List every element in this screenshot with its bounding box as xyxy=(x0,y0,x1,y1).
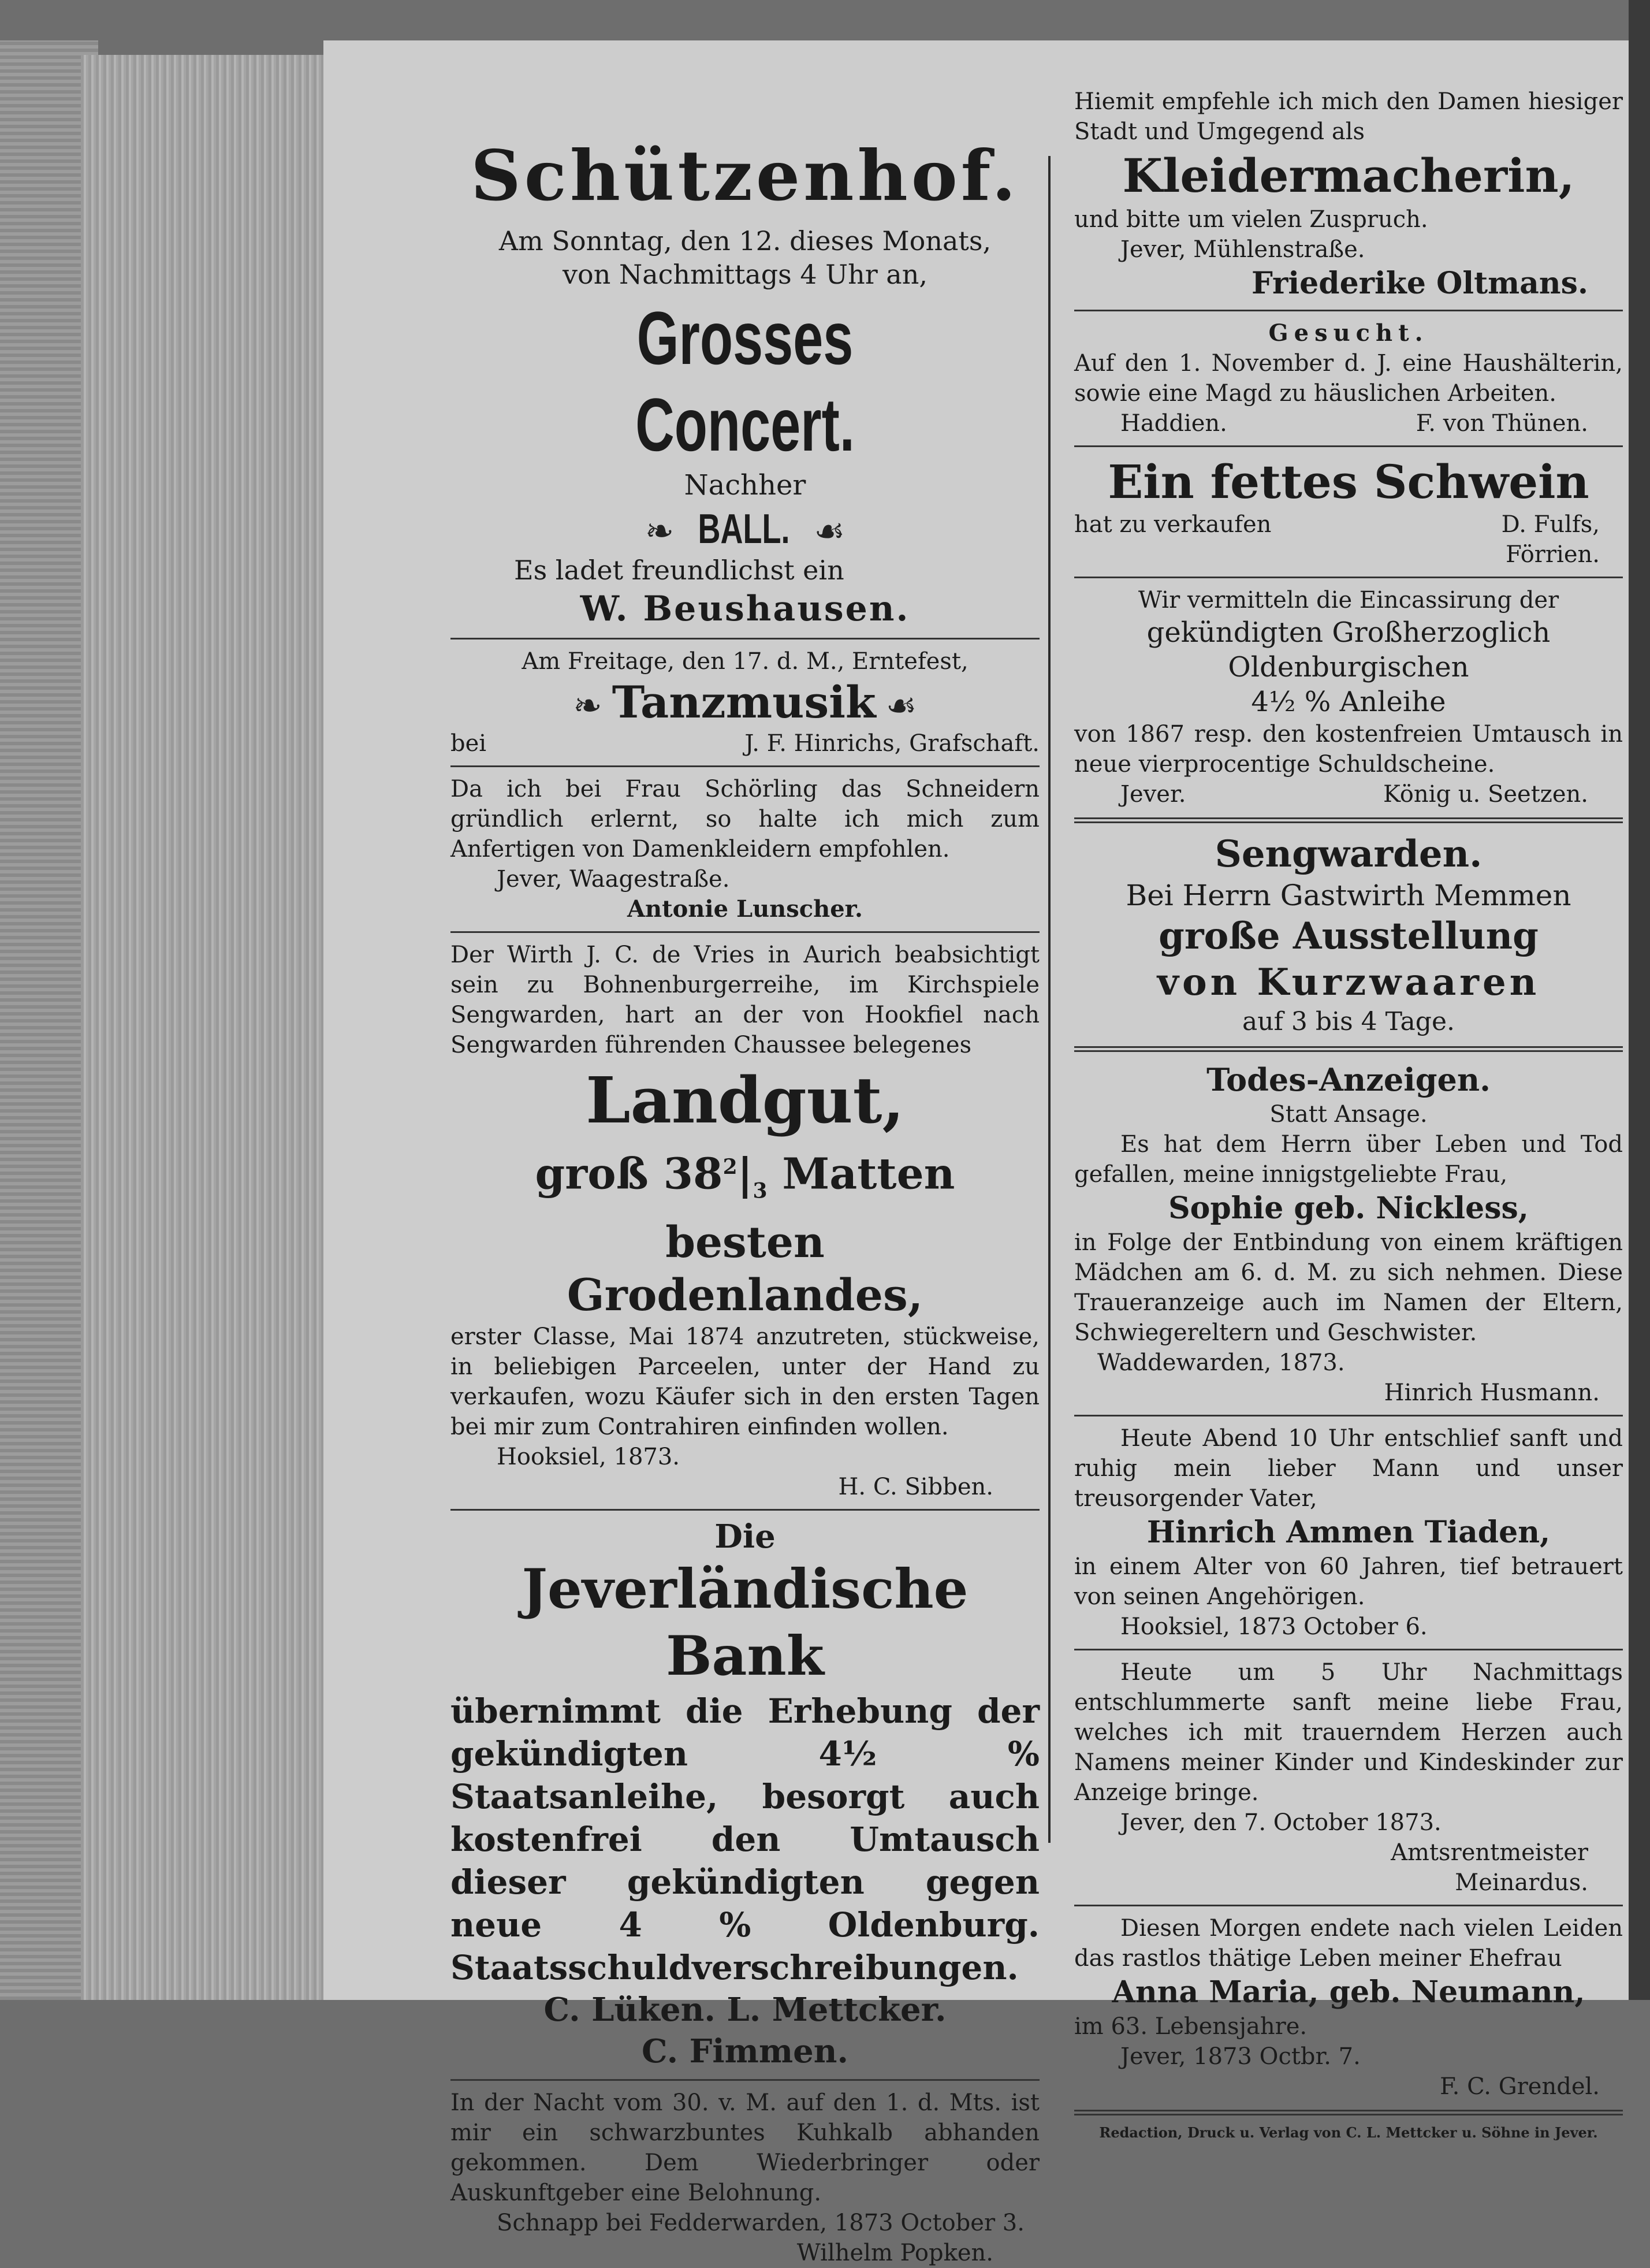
ad-line: von Nachmittags 4 Uhr an, xyxy=(563,259,928,290)
deceased-name: Hinrich Ammen Tiaden, xyxy=(1146,1515,1551,1550)
ad-schwein xyxy=(1074,454,1623,570)
ad-text: Heute um 5 Uhr Nachmittags entschlummerte sanft meine liebe Frau, welches ich mit trauerndem Herzen auch Namens meiner Kinder und Kindeskinder zur Anzeige bringe. xyxy=(1074,1659,1623,1806)
ad-line: und bitte um vielen Zuspruch. xyxy=(1074,206,1428,233)
divider xyxy=(1074,1905,1623,1906)
divider-double xyxy=(1074,1046,1623,1052)
imprint: Redaction, Druck u. Verlag von C. L. Mettcker u. Söhne in Jever. xyxy=(1099,2124,1598,2141)
divider-double xyxy=(1074,817,1623,823)
ad-signature: Amtsrentmeister xyxy=(1391,1839,1588,1866)
ad-title: Kleidermacherin, xyxy=(1122,148,1575,203)
ad-meinardus xyxy=(1074,1657,1623,1898)
column-divider xyxy=(1048,156,1051,1843)
ad-signature: Hinrich Husmann. xyxy=(1384,1380,1600,1406)
ad-place: Haddien. xyxy=(1120,410,1227,437)
ad-line: bei xyxy=(450,730,487,757)
ad-text: Diesen Morgen endete nach vielen Leiden das rastlos thätige Leben meiner Ehefrau xyxy=(1074,1915,1623,1972)
divider xyxy=(450,2079,1040,2081)
ad-signature: F. von Thünen. xyxy=(1416,410,1588,437)
ad-signature: H. C. Sibben. xyxy=(838,1474,993,1501)
ad-text: erster Classe, Mai 1874 anzutreten, stückweise, in beliebigen Parceelen, unter der Hand zu verkaufen, wozu Käufer sich in den ersten Tagen bei mir zum Contrahiren einfinden wollen. xyxy=(450,1323,1040,1441)
ad-text: übernimmt die Erhebung der gekündigten 4½ % Staatsanleihe, besorgt auch kostenfrei den Umtausch dieser gekündigten gegen neue 4 % Oldenburg. Staatsschuldverschreibungen. xyxy=(450,1691,1040,1988)
ad-text: Heute Abend 10 Uhr entschlief sanft und ruhig mein lieber Mann und unser treusorgender Vater, xyxy=(1074,1425,1623,1512)
deceased-name: Sophie geb. Nickless, xyxy=(1168,1191,1529,1226)
divider xyxy=(1074,577,1623,578)
ornament-left-icon: ❧ xyxy=(645,511,675,552)
ad-anleihe xyxy=(1074,585,1623,809)
ad-line: auf 3 bis 4 Tage. xyxy=(1242,1007,1455,1036)
ad-text: In der Nacht vom 30. v. M. auf den 1. d. Mts. ist mir ein schwarzbuntes Kuhkalb abhanden gekommen. Dem Wiederbringer oder Auskunftgeber eine Belohnung. xyxy=(450,2089,1040,2207)
ad-place: Schnapp bei Fedderwarden, 1873 October 3. xyxy=(497,2210,1025,2237)
ad-signature: König u. Seetzen. xyxy=(1383,781,1588,808)
ad-landgut: Der Wirth J. C. de Vries in Aurich beabsichtigt sein zu Bohnenburgerreihe, im Kirchspiele Sengwarden, hart an der von Hookfiel nach Sengwarden führenden Chaussee belegenes Landgut, groß $38^2|_3$ Matten besten Grodenlandes, erster Classe, Mai 1874 anzutreten, stückweise, in beliebigen Parceelen, unter der Hand zu verkaufen, wozu Käufer sich in den ersten Tagen bei mir zum Contrahiren einfinden wollen. Hooksiel, 1873. H. C. Sibben. xyxy=(450,940,1040,1502)
ad-line: Bei Herrn Gastwirth Memmen xyxy=(1126,879,1571,912)
divider xyxy=(450,1509,1040,1511)
ad-line: Am Sonntag, den 12. dieses Monats, xyxy=(498,225,992,256)
ad-gesucht xyxy=(1074,318,1623,438)
ad-signature: W. Beushausen. xyxy=(580,589,910,629)
ad-line: Die xyxy=(714,1518,776,1556)
ad-tanzmusik xyxy=(450,646,1040,759)
ad-headline: Grosses Concert. xyxy=(635,296,855,467)
fraction-denominator: 3 xyxy=(753,1178,768,1203)
ad-line: im 63. Lebensjahre. xyxy=(1074,2013,1308,2040)
ad-place: Jever, 1873 Octbr. 7. xyxy=(1120,2043,1361,2070)
ad-place: Hooksiel, 1873 October 6. xyxy=(1120,1613,1428,1640)
ad-ball: BALL. xyxy=(698,506,790,552)
ornament-left-icon: ❧ xyxy=(573,686,602,726)
ad-signature: Antonie Lunscher. xyxy=(627,895,863,923)
ad-text: von 1867 resp. den kostenfreien Umtausch in neue vierprocentige Schuldscheine. xyxy=(1074,721,1623,778)
ad-schuetzenhof xyxy=(450,133,1040,631)
divider xyxy=(450,765,1040,767)
ad-todesanzeigen xyxy=(1074,1060,1623,1408)
ad-text: Da ich bei Frau Schörling das Schneidern gründlich erlernt, so halte ich mich zum Anfertigen von Damenkleidern empfohlen. xyxy=(450,776,1040,862)
ad-text: in Folge der Entbindung von einem kräftigen Mädchen am 6. d. M. zu sich nehmen. Diese Traueranzeige auch im Namen der Eltern, Schwiegereltern und Geschwister. xyxy=(1074,1229,1623,1346)
ad-line: gekündigten Großherzoglich Oldenburgischen xyxy=(1146,616,1551,683)
ad-line: Statt Ansage. xyxy=(1269,1101,1428,1128)
ad-title: Jeverländische Bank xyxy=(522,1557,969,1689)
right-column xyxy=(1074,87,1623,2142)
ad-tiaden xyxy=(1074,1423,1623,1642)
ad-signature: D. Fulfs, xyxy=(1501,511,1600,538)
divider-double xyxy=(1074,2110,1623,2115)
ad-signature: Förrien. xyxy=(1506,541,1600,568)
ad-place: Waddewarden, 1873. xyxy=(1097,1349,1345,1376)
ad-line: Grodenlandes, xyxy=(567,1269,923,1321)
ad-text: Hiemit empfehle ich mich den Damen hiesiger Stadt und Umgegend als xyxy=(1074,88,1623,145)
ad-line: Matten besten xyxy=(665,1149,955,1268)
deceased-name: Anna Maria, geb. Neumann, xyxy=(1112,1975,1585,2010)
ad-line: groß 38 xyxy=(535,1149,723,1199)
ad-line: 4½ % Anleihe xyxy=(1251,686,1446,718)
ad-signature: Meinardus. xyxy=(1455,1869,1588,1896)
ad-kuhkalb xyxy=(450,2088,1040,2268)
ad-signature: Wilhelm Popken. xyxy=(796,2240,993,2267)
ad-title: Sengwarden. xyxy=(1215,832,1483,876)
ad-place: Hooksiel, 1873. xyxy=(497,1444,680,1471)
ad-place: Jever, den 7. October 1873. xyxy=(1120,1809,1442,1836)
divider xyxy=(1074,1415,1623,1416)
ad-place: Jever. xyxy=(1120,781,1186,808)
ad-line: Es ladet freundlichst ein xyxy=(514,555,844,586)
divider xyxy=(1074,310,1623,311)
ad-text: Es hat dem Herrn über Leben und Tod gefallen, meine innigstgeliebte Frau, xyxy=(1074,1131,1623,1188)
section-heading: Todes-Anzeigen. xyxy=(1206,1061,1491,1098)
ad-text: in einem Alter von 60 Jahren, tief betrauert von seinen Angehörigen. xyxy=(1074,1553,1623,1610)
divider xyxy=(1074,1649,1623,1650)
ad-sengwarden xyxy=(1074,831,1623,1038)
page-edges xyxy=(81,55,358,2000)
divider xyxy=(450,638,1040,639)
ad-signature: Friederike Oltmans. xyxy=(1251,266,1588,301)
ad-signature: F. C. Grendel. xyxy=(1440,2073,1600,2100)
ad-title: Ein fettes Schwein xyxy=(1108,455,1589,509)
ad-line: hat zu verkaufen xyxy=(1074,511,1272,538)
ad-title: Gesucht. xyxy=(1268,319,1429,347)
ad-line: von Kurzwaaren xyxy=(1157,961,1540,1004)
ad-title: Tanzmusik xyxy=(612,676,876,728)
binding-shadow xyxy=(1629,0,1650,2000)
ad-line: Nachher xyxy=(684,469,806,501)
ad-signature: J. F. Hinrichs, Grafschaft. xyxy=(744,730,1040,757)
ornament-right-icon: ☙ xyxy=(814,511,846,552)
ad-bank xyxy=(450,1518,1040,2072)
left-column xyxy=(450,87,1040,2268)
ad-kleidermacherin xyxy=(1074,87,1623,303)
ad-line: Wir vermitteln die Eincassirung der xyxy=(1138,587,1559,614)
ad-signature: C. Fimmen. xyxy=(642,2032,848,2071)
ad-title: Schützenhof. xyxy=(471,135,1019,217)
fraction-numerator: 2 xyxy=(722,1155,738,1179)
ad-grendel xyxy=(1074,1913,1623,2102)
ad-damenkleider xyxy=(450,774,1040,924)
ornament-right-icon: ☙ xyxy=(885,686,917,726)
divider xyxy=(450,931,1040,933)
ad-text: Auf den 1. November d. J. eine Haushälterin, sowie eine Magd zu häuslichen Arbeiten. xyxy=(1074,350,1623,407)
ad-text: Der Wirth J. C. de Vries in Aurich beabsichtigt sein zu Bohnenburgerreihe, im Kirchspiele Sengwarden, hart an der von Hookfiel nach Sengwarden führenden Chaussee belegenes xyxy=(450,942,1040,1058)
ad-title: Landgut, xyxy=(586,1063,904,1137)
ad-place: Jever, Mühlenstraße. xyxy=(1120,236,1365,263)
ad-line: große Ausstellung xyxy=(1159,914,1539,958)
ad-signature: C. Lüken. L. Mettcker. xyxy=(543,1991,947,2029)
ad-place: Jever, Waagestraße. xyxy=(497,866,730,893)
divider xyxy=(1074,445,1623,447)
ad-line: Am Freitage, den 17. d. M., Erntefest, xyxy=(522,648,969,675)
